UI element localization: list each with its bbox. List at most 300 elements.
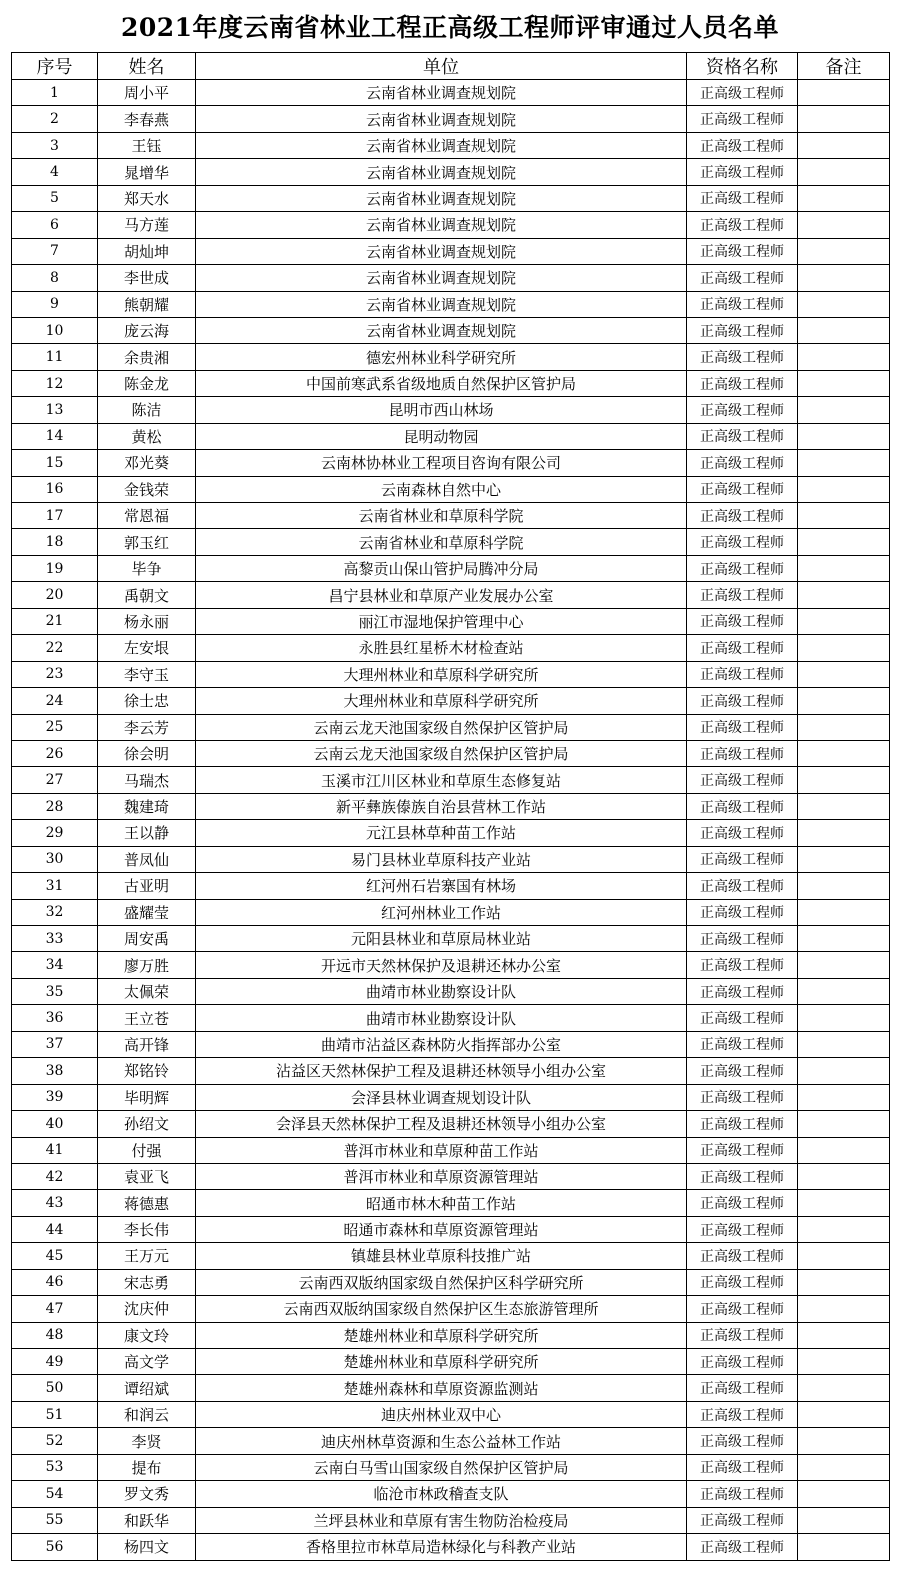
roster-body bbox=[12, 80, 890, 1561]
seq-cell: 34 bbox=[12, 952, 98, 978]
remarks-cell bbox=[798, 291, 890, 317]
qualification-cell: 正高级工程师 bbox=[687, 1454, 798, 1480]
qualification-cell: 正高级工程师 bbox=[687, 370, 798, 396]
unit-cell: 云南西双版纳国家级自然保护区科学研究所 bbox=[196, 1269, 687, 1295]
table-row bbox=[12, 238, 890, 264]
table-row bbox=[12, 1137, 890, 1163]
column-header-seq: 序号 bbox=[12, 53, 98, 80]
name-cell: 余贵湘 bbox=[98, 344, 196, 370]
name-cell: 古亚明 bbox=[98, 873, 196, 899]
qualification-cell: 正高级工程师 bbox=[687, 1031, 798, 1057]
seq-cell: 35 bbox=[12, 978, 98, 1004]
seq-cell: 45 bbox=[12, 1243, 98, 1269]
name-cell: 马方莲 bbox=[98, 212, 196, 238]
remarks-cell bbox=[798, 767, 890, 793]
name-cell: 陈洁 bbox=[98, 397, 196, 423]
name-cell: 王万元 bbox=[98, 1243, 196, 1269]
name-cell: 高文学 bbox=[98, 1349, 196, 1375]
table-row bbox=[12, 1322, 890, 1348]
qualification-cell: 正高级工程师 bbox=[687, 1534, 798, 1560]
unit-cell: 会泽县天然林保护工程及退耕还林领导小组办公室 bbox=[196, 1111, 687, 1137]
name-cell: 郭玉红 bbox=[98, 529, 196, 555]
unit-cell: 云南森林自然中心 bbox=[196, 476, 687, 502]
qualification-cell: 正高级工程师 bbox=[687, 1401, 798, 1427]
qualification-cell: 正高级工程师 bbox=[687, 1349, 798, 1375]
seq-cell: 53 bbox=[12, 1454, 98, 1480]
remarks-cell bbox=[798, 1269, 890, 1295]
table-row bbox=[12, 688, 890, 714]
remarks-cell bbox=[798, 740, 890, 766]
name-cell: 孙绍文 bbox=[98, 1111, 196, 1137]
unit-cell: 元江县林草种苗工作站 bbox=[196, 820, 687, 846]
seq-cell: 6 bbox=[12, 212, 98, 238]
seq-cell: 47 bbox=[12, 1296, 98, 1322]
remarks-cell bbox=[798, 106, 890, 132]
seq-cell: 52 bbox=[12, 1428, 98, 1454]
seq-cell: 33 bbox=[12, 926, 98, 952]
unit-cell: 大理州林业和草原科学研究所 bbox=[196, 688, 687, 714]
remarks-cell bbox=[798, 1401, 890, 1427]
remarks-cell bbox=[798, 1481, 890, 1507]
name-cell: 高开锋 bbox=[98, 1031, 196, 1057]
name-cell: 蒋德惠 bbox=[98, 1190, 196, 1216]
qualification-cell: 正高级工程师 bbox=[687, 106, 798, 132]
name-cell: 康文玲 bbox=[98, 1322, 196, 1348]
qualification-cell: 正高级工程师 bbox=[687, 80, 798, 106]
name-cell: 魏建琦 bbox=[98, 793, 196, 819]
name-cell: 胡灿坤 bbox=[98, 238, 196, 264]
remarks-cell bbox=[798, 661, 890, 687]
unit-cell: 云南省林业调查规划院 bbox=[196, 265, 687, 291]
seq-cell: 42 bbox=[12, 1163, 98, 1189]
qualification-cell: 正高级工程师 bbox=[687, 1111, 798, 1137]
qualification-cell: 正高级工程师 bbox=[687, 1322, 798, 1348]
name-cell: 郑天水 bbox=[98, 185, 196, 211]
qualification-cell: 正高级工程师 bbox=[687, 503, 798, 529]
qualification-cell: 正高级工程师 bbox=[687, 1481, 798, 1507]
unit-cell: 云南省林业调查规划院 bbox=[196, 185, 687, 211]
remarks-cell bbox=[798, 1031, 890, 1057]
unit-cell: 云南省林业调查规划院 bbox=[196, 317, 687, 343]
unit-cell: 昆明动物园 bbox=[196, 423, 687, 449]
name-cell: 沈庆仲 bbox=[98, 1296, 196, 1322]
seq-cell: 11 bbox=[12, 344, 98, 370]
remarks-cell bbox=[798, 899, 890, 925]
remarks-cell bbox=[798, 1322, 890, 1348]
table-row bbox=[12, 159, 890, 185]
seq-cell: 41 bbox=[12, 1137, 98, 1163]
qualification-cell: 正高级工程师 bbox=[687, 397, 798, 423]
name-cell: 宋志勇 bbox=[98, 1269, 196, 1295]
qualification-cell: 正高级工程师 bbox=[687, 873, 798, 899]
seq-cell: 1 bbox=[12, 80, 98, 106]
qualification-cell: 正高级工程师 bbox=[687, 476, 798, 502]
qualification-cell: 正高级工程师 bbox=[687, 450, 798, 476]
seq-cell: 49 bbox=[12, 1349, 98, 1375]
unit-cell: 昆明市西山林场 bbox=[196, 397, 687, 423]
table-row bbox=[12, 873, 890, 899]
qualification-cell: 正高级工程师 bbox=[687, 423, 798, 449]
name-cell: 李世成 bbox=[98, 265, 196, 291]
qualification-cell: 正高级工程师 bbox=[687, 159, 798, 185]
table-row bbox=[12, 608, 890, 634]
table-row bbox=[12, 185, 890, 211]
remarks-cell bbox=[798, 529, 890, 555]
remarks-cell bbox=[798, 1454, 890, 1480]
table-row bbox=[12, 1243, 890, 1269]
table-row bbox=[12, 529, 890, 555]
name-cell: 李春燕 bbox=[98, 106, 196, 132]
seq-cell: 28 bbox=[12, 793, 98, 819]
unit-cell: 楚雄州林业和草原科学研究所 bbox=[196, 1322, 687, 1348]
remarks-cell bbox=[798, 926, 890, 952]
seq-cell: 26 bbox=[12, 740, 98, 766]
name-cell: 付强 bbox=[98, 1137, 196, 1163]
unit-cell: 开远市天然林保护及退耕还林办公室 bbox=[196, 952, 687, 978]
remarks-cell bbox=[798, 1534, 890, 1560]
table-row bbox=[12, 582, 890, 608]
unit-cell: 兰坪县林业和草原有害生物防治检疫局 bbox=[196, 1507, 687, 1533]
qualification-cell: 正高级工程师 bbox=[687, 555, 798, 581]
seq-cell: 21 bbox=[12, 608, 98, 634]
seq-cell: 12 bbox=[12, 370, 98, 396]
name-cell: 谭绍斌 bbox=[98, 1375, 196, 1401]
table-row bbox=[12, 1005, 890, 1031]
unit-cell: 云南省林业调查规划院 bbox=[196, 159, 687, 185]
table-row bbox=[12, 978, 890, 1004]
seq-cell: 7 bbox=[12, 238, 98, 264]
name-cell: 周小平 bbox=[98, 80, 196, 106]
table-row bbox=[12, 1534, 890, 1560]
seq-cell: 56 bbox=[12, 1534, 98, 1560]
seq-cell: 38 bbox=[12, 1058, 98, 1084]
seq-cell: 55 bbox=[12, 1507, 98, 1533]
table-row bbox=[12, 370, 890, 396]
unit-cell: 普洱市林业和草原种苗工作站 bbox=[196, 1137, 687, 1163]
qualification-cell: 正高级工程师 bbox=[687, 1269, 798, 1295]
qualification-cell: 正高级工程师 bbox=[687, 793, 798, 819]
table-row bbox=[12, 635, 890, 661]
remarks-cell bbox=[798, 265, 890, 291]
remarks-cell bbox=[798, 608, 890, 634]
name-cell: 禹朝文 bbox=[98, 582, 196, 608]
table-row bbox=[12, 899, 890, 925]
qualification-cell: 正高级工程师 bbox=[687, 688, 798, 714]
unit-cell: 云南省林业调查规划院 bbox=[196, 132, 687, 158]
qualification-cell: 正高级工程师 bbox=[687, 1137, 798, 1163]
table-row bbox=[12, 1428, 890, 1454]
remarks-cell bbox=[798, 1375, 890, 1401]
remarks-cell bbox=[798, 397, 890, 423]
unit-cell: 永胜县红星桥木材检查站 bbox=[196, 635, 687, 661]
name-cell: 王钰 bbox=[98, 132, 196, 158]
unit-cell: 高黎贡山保山管护局腾冲分局 bbox=[196, 555, 687, 581]
name-cell: 李贤 bbox=[98, 1428, 196, 1454]
unit-cell: 楚雄州林业和草原科学研究所 bbox=[196, 1349, 687, 1375]
unit-cell: 大理州林业和草原科学研究所 bbox=[196, 661, 687, 687]
unit-cell: 德宏州林业科学研究所 bbox=[196, 344, 687, 370]
qualification-cell: 正高级工程师 bbox=[687, 317, 798, 343]
name-cell: 盛耀莹 bbox=[98, 899, 196, 925]
name-cell: 和跃华 bbox=[98, 1507, 196, 1533]
qualification-cell: 正高级工程师 bbox=[687, 714, 798, 740]
remarks-cell bbox=[798, 688, 890, 714]
table-row bbox=[12, 793, 890, 819]
qualification-cell: 正高级工程师 bbox=[687, 1058, 798, 1084]
table-row bbox=[12, 291, 890, 317]
qualification-cell: 正高级工程师 bbox=[687, 212, 798, 238]
remarks-cell bbox=[798, 344, 890, 370]
qualification-cell: 正高级工程师 bbox=[687, 767, 798, 793]
remarks-cell bbox=[798, 820, 890, 846]
seq-cell: 3 bbox=[12, 132, 98, 158]
name-cell: 马瑞杰 bbox=[98, 767, 196, 793]
table-row bbox=[12, 1454, 890, 1480]
table-row bbox=[12, 397, 890, 423]
remarks-cell bbox=[798, 555, 890, 581]
remarks-cell bbox=[798, 159, 890, 185]
unit-cell: 云南云龙天池国家级自然保护区管护局 bbox=[196, 714, 687, 740]
remarks-cell bbox=[798, 185, 890, 211]
seq-cell: 18 bbox=[12, 529, 98, 555]
name-cell: 李守玉 bbox=[98, 661, 196, 687]
remarks-cell bbox=[798, 873, 890, 899]
name-cell: 金钱荣 bbox=[98, 476, 196, 502]
table-row bbox=[12, 344, 890, 370]
qualification-cell: 正高级工程师 bbox=[687, 635, 798, 661]
remarks-cell bbox=[798, 1243, 890, 1269]
table-row bbox=[12, 926, 890, 952]
unit-cell: 镇雄县林业草原科技推广站 bbox=[196, 1243, 687, 1269]
name-cell: 李长伟 bbox=[98, 1216, 196, 1242]
unit-cell: 普洱市林业和草原资源管理站 bbox=[196, 1163, 687, 1189]
remarks-cell bbox=[798, 714, 890, 740]
remarks-cell bbox=[798, 212, 890, 238]
name-cell: 李云芳 bbox=[98, 714, 196, 740]
qualification-cell: 正高级工程师 bbox=[687, 1375, 798, 1401]
remarks-cell bbox=[798, 1349, 890, 1375]
seq-cell: 39 bbox=[12, 1084, 98, 1110]
qualification-cell: 正高级工程师 bbox=[687, 820, 798, 846]
unit-cell: 云南省林业调查规划院 bbox=[196, 238, 687, 264]
seq-cell: 10 bbox=[12, 317, 98, 343]
name-cell: 徐会明 bbox=[98, 740, 196, 766]
name-cell: 王以静 bbox=[98, 820, 196, 846]
name-cell: 太佩荣 bbox=[98, 978, 196, 1004]
column-header-name: 姓名 bbox=[98, 53, 196, 80]
remarks-cell bbox=[798, 1111, 890, 1137]
seq-cell: 22 bbox=[12, 635, 98, 661]
seq-cell: 32 bbox=[12, 899, 98, 925]
unit-cell: 楚雄州森林和草原资源监测站 bbox=[196, 1375, 687, 1401]
name-cell: 杨永丽 bbox=[98, 608, 196, 634]
qualification-cell: 正高级工程师 bbox=[687, 899, 798, 925]
seq-cell: 31 bbox=[12, 873, 98, 899]
remarks-cell bbox=[798, 1058, 890, 1084]
remarks-cell bbox=[798, 132, 890, 158]
table-row bbox=[12, 1296, 890, 1322]
table-row bbox=[12, 1190, 890, 1216]
remarks-cell bbox=[798, 317, 890, 343]
table-row bbox=[12, 1401, 890, 1427]
name-cell: 毕争 bbox=[98, 555, 196, 581]
seq-cell: 48 bbox=[12, 1322, 98, 1348]
seq-cell: 16 bbox=[12, 476, 98, 502]
qualification-cell: 正高级工程师 bbox=[687, 608, 798, 634]
unit-cell: 玉溪市江川区林业和草原生态修复站 bbox=[196, 767, 687, 793]
table-row bbox=[12, 423, 890, 449]
unit-cell: 云南省林业调查规划院 bbox=[196, 212, 687, 238]
seq-cell: 51 bbox=[12, 1401, 98, 1427]
remarks-cell bbox=[798, 80, 890, 106]
seq-cell: 30 bbox=[12, 846, 98, 872]
remarks-cell bbox=[798, 1507, 890, 1533]
qualification-cell: 正高级工程师 bbox=[687, 1216, 798, 1242]
seq-cell: 15 bbox=[12, 450, 98, 476]
seq-cell: 9 bbox=[12, 291, 98, 317]
table-row bbox=[12, 1216, 890, 1242]
remarks-cell bbox=[798, 450, 890, 476]
seq-cell: 43 bbox=[12, 1190, 98, 1216]
column-header-remarks: 备注 bbox=[798, 53, 890, 80]
table-row bbox=[12, 820, 890, 846]
unit-cell: 迪庆州林草资源和生态公益林工作站 bbox=[196, 1428, 687, 1454]
qualification-cell: 正高级工程师 bbox=[687, 582, 798, 608]
seq-cell: 13 bbox=[12, 397, 98, 423]
unit-cell: 曲靖市林业勘察设计队 bbox=[196, 978, 687, 1004]
unit-cell: 元阳县林业和草原局林业站 bbox=[196, 926, 687, 952]
table-row bbox=[12, 265, 890, 291]
name-cell: 徐士忠 bbox=[98, 688, 196, 714]
remarks-cell bbox=[798, 846, 890, 872]
seq-cell: 50 bbox=[12, 1375, 98, 1401]
table-row bbox=[12, 212, 890, 238]
remarks-cell bbox=[798, 1005, 890, 1031]
name-cell: 常恩福 bbox=[98, 503, 196, 529]
seq-cell: 27 bbox=[12, 767, 98, 793]
table-row bbox=[12, 1507, 890, 1533]
unit-cell: 红河州石岩寨国有林场 bbox=[196, 873, 687, 899]
qualification-cell: 正高级工程师 bbox=[687, 132, 798, 158]
remarks-cell bbox=[798, 503, 890, 529]
unit-cell: 昭通市森林和草原资源管理站 bbox=[196, 1216, 687, 1242]
qualification-cell: 正高级工程师 bbox=[687, 1084, 798, 1110]
name-cell: 陈金龙 bbox=[98, 370, 196, 396]
unit-cell: 沾益区天然林保护工程及退耕还林领导小组办公室 bbox=[196, 1058, 687, 1084]
qualification-cell: 正高级工程师 bbox=[687, 952, 798, 978]
remarks-cell bbox=[798, 978, 890, 1004]
remarks-cell bbox=[798, 423, 890, 449]
seq-cell: 44 bbox=[12, 1216, 98, 1242]
seq-cell: 4 bbox=[12, 159, 98, 185]
seq-cell: 46 bbox=[12, 1269, 98, 1295]
name-cell: 和润云 bbox=[98, 1401, 196, 1427]
unit-cell: 云南省林业调查规划院 bbox=[196, 80, 687, 106]
qualification-cell: 正高级工程师 bbox=[687, 1190, 798, 1216]
name-cell: 邓光葵 bbox=[98, 450, 196, 476]
seq-cell: 36 bbox=[12, 1005, 98, 1031]
qualification-cell: 正高级工程师 bbox=[687, 265, 798, 291]
remarks-cell bbox=[798, 952, 890, 978]
remarks-cell bbox=[798, 793, 890, 819]
qualification-cell: 正高级工程师 bbox=[687, 529, 798, 555]
seq-cell: 20 bbox=[12, 582, 98, 608]
seq-cell: 29 bbox=[12, 820, 98, 846]
remarks-cell bbox=[798, 1428, 890, 1454]
table-row bbox=[12, 1084, 890, 1110]
unit-cell: 红河州林业工作站 bbox=[196, 899, 687, 925]
unit-cell: 曲靖市林业勘察设计队 bbox=[196, 1005, 687, 1031]
name-cell: 黄松 bbox=[98, 423, 196, 449]
table-row bbox=[12, 1058, 890, 1084]
table-row bbox=[12, 952, 890, 978]
remarks-cell bbox=[798, 1163, 890, 1189]
header-row bbox=[12, 53, 890, 80]
qualification-cell: 正高级工程师 bbox=[687, 978, 798, 1004]
seq-cell: 24 bbox=[12, 688, 98, 714]
name-cell: 罗文秀 bbox=[98, 1481, 196, 1507]
table-row bbox=[12, 767, 890, 793]
unit-cell: 新平彝族傣族自治县营林工作站 bbox=[196, 793, 687, 819]
qualification-cell: 正高级工程师 bbox=[687, 185, 798, 211]
column-header-unit: 单位 bbox=[196, 53, 687, 80]
table-row bbox=[12, 661, 890, 687]
unit-cell: 昭通市林木种苗工作站 bbox=[196, 1190, 687, 1216]
unit-cell: 易门县林业草原科技产业站 bbox=[196, 846, 687, 872]
unit-cell: 云南省林业和草原科学院 bbox=[196, 529, 687, 555]
unit-cell: 香格里拉市林草局造林绿化与科教产业站 bbox=[196, 1534, 687, 1560]
remarks-cell bbox=[798, 1084, 890, 1110]
remarks-cell bbox=[798, 1137, 890, 1163]
qualification-cell: 正高级工程师 bbox=[687, 1163, 798, 1189]
unit-cell: 云南林协林业工程项目咨询有限公司 bbox=[196, 450, 687, 476]
unit-cell: 曲靖市沾益区森林防火指挥部办公室 bbox=[196, 1031, 687, 1057]
seq-cell: 40 bbox=[12, 1111, 98, 1137]
table-row bbox=[12, 1481, 890, 1507]
table-row bbox=[12, 80, 890, 106]
table-row bbox=[12, 1269, 890, 1295]
qualification-cell: 正高级工程师 bbox=[687, 1005, 798, 1031]
unit-cell: 云南白马雪山国家级自然保护区管护局 bbox=[196, 1454, 687, 1480]
name-cell: 廖万胜 bbox=[98, 952, 196, 978]
name-cell: 周安禹 bbox=[98, 926, 196, 952]
table-row bbox=[12, 714, 890, 740]
name-cell: 毕明辉 bbox=[98, 1084, 196, 1110]
unit-cell: 迪庆州林业双中心 bbox=[196, 1401, 687, 1427]
seq-cell: 25 bbox=[12, 714, 98, 740]
remarks-cell bbox=[798, 1190, 890, 1216]
qualification-cell: 正高级工程师 bbox=[687, 661, 798, 687]
name-cell: 晁增华 bbox=[98, 159, 196, 185]
table-row bbox=[12, 1111, 890, 1137]
table-row bbox=[12, 1375, 890, 1401]
qualification-cell: 正高级工程师 bbox=[687, 846, 798, 872]
table-row bbox=[12, 503, 890, 529]
remarks-cell bbox=[798, 1296, 890, 1322]
qualification-cell: 正高级工程师 bbox=[687, 1507, 798, 1533]
qualification-cell: 正高级工程师 bbox=[687, 344, 798, 370]
table-row bbox=[12, 846, 890, 872]
unit-cell: 云南省林业和草原科学院 bbox=[196, 503, 687, 529]
name-cell: 熊朝耀 bbox=[98, 291, 196, 317]
name-cell: 王立苍 bbox=[98, 1005, 196, 1031]
qualification-cell: 正高级工程师 bbox=[687, 1296, 798, 1322]
remarks-cell bbox=[798, 635, 890, 661]
name-cell: 杨四文 bbox=[98, 1534, 196, 1560]
qualification-cell: 正高级工程师 bbox=[687, 740, 798, 766]
table-row bbox=[12, 1163, 890, 1189]
seq-cell: 37 bbox=[12, 1031, 98, 1057]
